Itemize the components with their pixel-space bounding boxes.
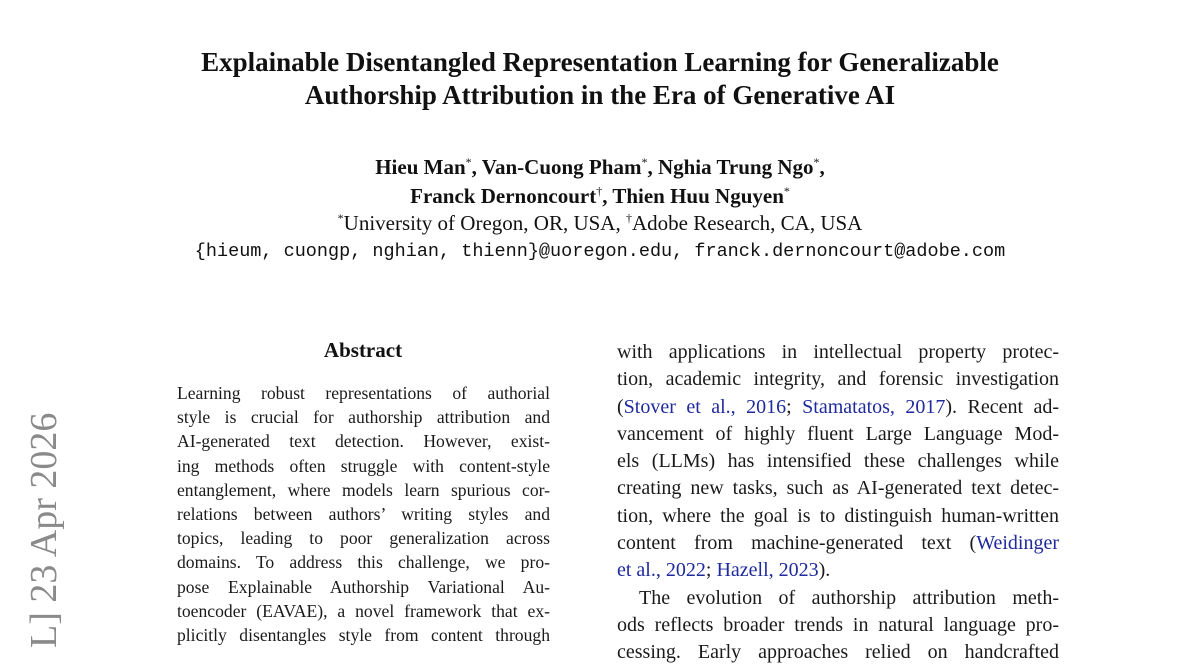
separator: ; [705, 559, 717, 582]
abstract-body [177, 381, 550, 647]
abstract-line: entanglement, where models learn spurious cor- [177, 479, 550, 500]
author-line-1: Hieu Man*, Van-Cuong Pham*, Nghia Trung Ngo*, [375, 155, 825, 179]
author-list [0, 153, 1200, 211]
title-line-1: Explainable Disentangled Representation Learning for Generalizable [201, 47, 999, 77]
title-line-2: Authorship Attribution in the Era of Generative AI [304, 80, 896, 110]
author-name: Nghia Trung Ngo [657, 155, 814, 179]
abstract-line: topics, leading to poor generalization across [177, 528, 550, 549]
affiliation-mark: * [813, 155, 820, 169]
introduction-text [617, 339, 1059, 667]
citation-link-hazell[interactable]: Hazell, 2023 [716, 559, 819, 582]
intro-line: with applications in intellectual property protec- [617, 341, 1059, 363]
intro-line: tion, where the goal is to distinguish human-written [617, 504, 1059, 527]
citation-link-weidinger-cont[interactable]: et al., 2022 [617, 559, 706, 582]
citation-link-stover[interactable]: Stover et al., 2016 [623, 395, 787, 418]
affiliations [0, 210, 1200, 237]
intro-line: cessing. Early approaches relied on handcrafted [617, 641, 1059, 664]
intro-line: The evolution of authorship attribution meth- [639, 586, 1059, 609]
abstract-line: toencoder (EAVAE), a novel framework that ex- [177, 600, 550, 621]
arxiv-side-stamp: L] 23 Apr 2026 [23, 412, 65, 648]
affiliation-mark: * [465, 155, 472, 169]
affiliation-mark: * [783, 184, 790, 198]
text: ). Recent ad- [945, 395, 1059, 418]
affiliation-text: University of Oregon, OR, USA, [343, 211, 626, 235]
author-line-2: Franck Dernoncourt†, Thien Huu Nguyen* [410, 184, 790, 208]
citation-link-weidinger[interactable]: Weidinger [976, 532, 1059, 555]
author-emails: {hieum, cuongp, nghian, thienn}@uoregon.edu, franck.dernoncourt@adobe.com [194, 241, 1006, 262]
abstract-line: relations between authors’ writing styles and [177, 504, 550, 525]
affiliation-mark: † [625, 211, 632, 225]
intro-line: vancement of highly fluent Large Language Mod- [617, 422, 1059, 445]
intro-line [617, 530, 1059, 557]
citation-link-stamatatos[interactable]: Stamatatos, 2017 [802, 395, 946, 418]
affiliation-mark: † [596, 184, 603, 198]
abstract-line: pose Explainable Authorship Variational Au- [177, 576, 550, 597]
intro-line: tion, academic integrity, and forensic investigation [617, 368, 1059, 391]
author-name: Hieu Man [375, 155, 466, 179]
author-name: Van-Cuong Pham [481, 155, 642, 179]
paren: ( [617, 395, 624, 418]
abstract-line: plicitly disentangles style from content through [177, 625, 550, 646]
abstract-heading: Abstract [323, 338, 403, 362]
affiliation-mark: * [641, 155, 648, 169]
author-name: Franck Dernoncourt [410, 184, 597, 208]
intro-line: ods reflects broader trends in natural language pro- [617, 613, 1059, 636]
intro-line: els (LLMs) has intensified these challenges while [617, 450, 1059, 473]
affiliation-text: Adobe Research, CA, USA [631, 211, 863, 235]
intro-line: creating new tasks, such as AI-generated text detec- [617, 477, 1059, 500]
separator: ; [786, 395, 803, 418]
abstract-line: Learning robust representations of authorial [177, 383, 550, 403]
intro-line [617, 394, 1059, 421]
intro-line [617, 557, 1059, 584]
abstract-line: domains. To address this challenge, we pro- [177, 552, 550, 573]
author-name: Thien Huu Nguyen [612, 184, 784, 208]
paper-title [0, 46, 1200, 112]
text: ). [818, 559, 831, 582]
abstract-line: AI-generated text detection. However, exist- [177, 431, 550, 452]
text: content from machine-generated text ( [617, 532, 977, 555]
abstract-line: ing methods often struggle with content-style [177, 455, 550, 476]
affiliation-mark: * [337, 211, 344, 225]
abstract-line: style is crucial for authorship attribution and [177, 407, 550, 428]
